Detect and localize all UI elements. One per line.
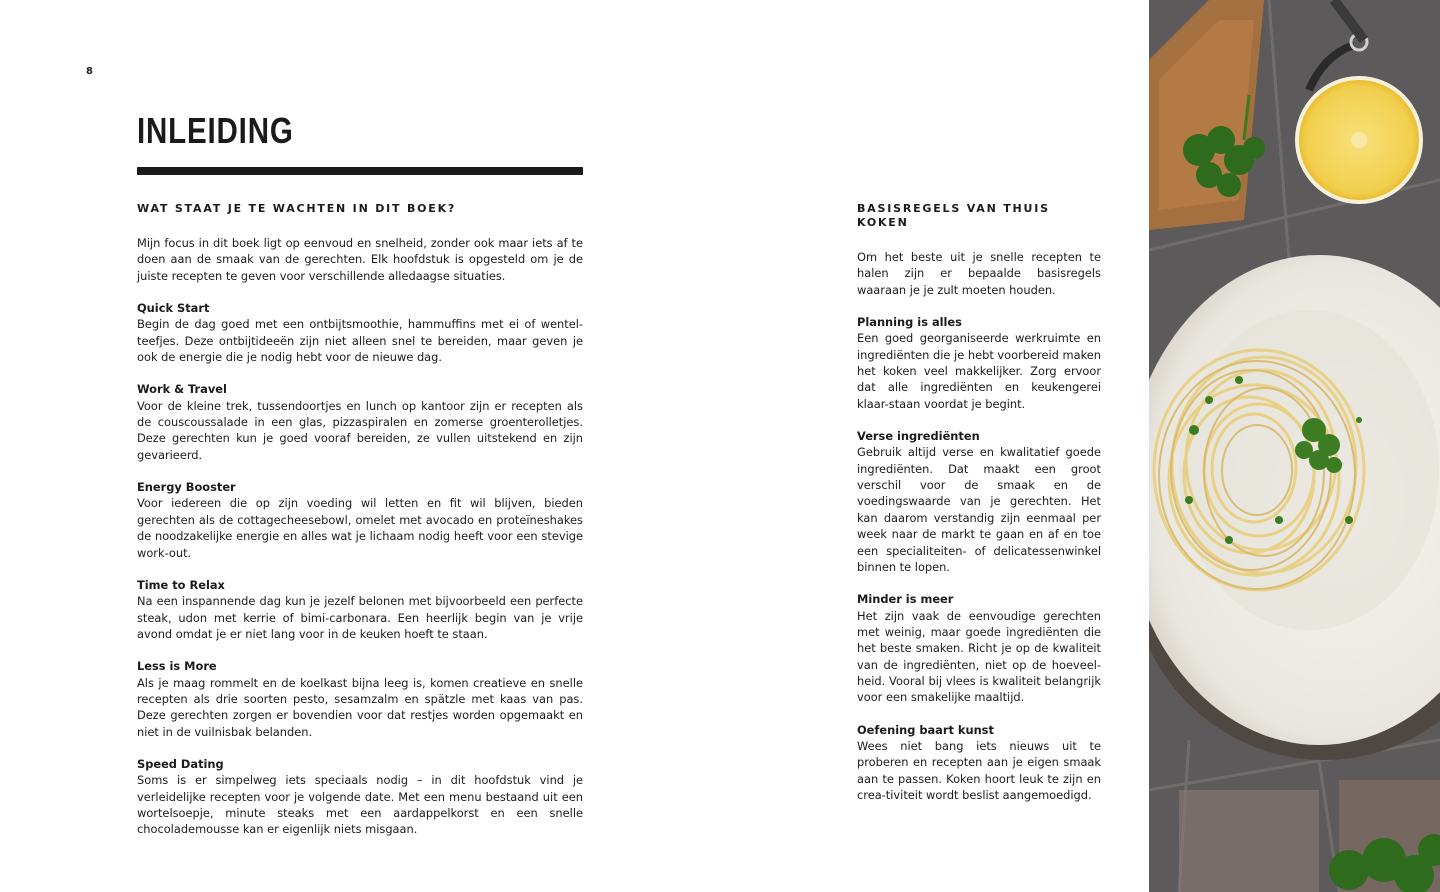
section-title: Speed Dating <box>137 756 224 771</box>
pasta-dish-illustration <box>1149 0 1440 892</box>
section-energy-booster <box>137 479 583 561</box>
section-time-to-relax <box>137 577 583 642</box>
section-body: Een goed georganiseerde werkruimte en ingrediënten die je hebt voorbereid maken het koken veel makkelijker. Zorg ervoor dat alle ingrediënten en keukengerei klaar-staan voordat je begint. <box>857 331 1101 411</box>
section-planning <box>857 314 1101 412</box>
section-less-is-more <box>137 658 583 740</box>
pasta-dish-photo <box>1149 0 1440 892</box>
left-column <box>137 202 583 854</box>
section-body: Het zijn vaak de eenvoudige gerechten met weinig, maar goede ingrediënten die het beste smaken. Richt je op de kwaliteit van de ingrediënten, niet op de hoeveel-heid. Vooral bij vlees is kwaliteit belangrijk voor een smakelijke maaltijd. <box>857 608 1101 705</box>
section-title: Energy Booster <box>137 480 236 495</box>
section-body: Gebruik altijd verse en kwalitatief goede ingrediënten. Dat maakt een groot verschil voor de smaak en de voedingswaarde van je gerechten. Het kan daarom verstandig zijn eenmaal per week naar de markt te gaan en af en toe een specialiteiten- of delicatessenwinkel binnen te lopen. <box>857 445 1101 574</box>
section-speed-dating <box>137 756 583 838</box>
section-body: Voor iedereen die op zijn voeding wil letten en fit wil blijven, bieden gerechten als de cottagecheesebowl, omelet met avocado en proteïneshakes de noodzakelijke energie en alles wat je lichaam nodig heeft voor een stevige work-out. <box>137 496 583 560</box>
section-oefening <box>857 722 1101 804</box>
right-column-heading: BASISREGELS VAN THUIS KOKEN <box>857 202 1050 229</box>
section-title: Minder is meer <box>857 592 954 607</box>
section-title: Oefening baart kunst <box>857 722 994 737</box>
page-number: 8 <box>86 66 93 77</box>
section-body: Als je maag rommelt en de koelkast bijna leeg is, komen creatieve en snelle recepten als drie soorten pesto, sesamzalm en spätzle met kaas van pas. Deze gerechten zorgen er bovendien voor dat restjes worden opgemaakt en niet in de vuilnisbak belanden. <box>137 675 583 739</box>
section-title: Work & Travel <box>137 382 227 397</box>
left-intro-paragraph: Mijn focus in dit boek ligt op eenvoud en snelheid, zonder ook maar iets af te doen aan de smaak van de gerechten. Elk hoofdstuk is opgesteld om je de juiste recepten te geven voor verschillende alledaagse situaties. <box>137 236 583 283</box>
section-work-travel <box>137 381 583 463</box>
section-body: Begin de dag goed met een ontbijtsmoothie, hammuffins met ei of wentel-teefjes. Deze ontbijtideeën zijn niet alleen snel te bereiden, maar geven je ook de energie die je nodig hebt voor de nieuwe dag. <box>137 317 583 365</box>
section-title: Planning is alles <box>857 315 962 330</box>
section-title: Verse ingrediënten <box>857 429 980 444</box>
title-underline-bar <box>137 167 583 175</box>
section-title: Quick Start <box>137 301 210 316</box>
section-quick-start <box>137 300 583 365</box>
section-title: Less is More <box>137 659 217 674</box>
section-title: Time to Relax <box>137 577 225 592</box>
right-intro-paragraph: Om het beste uit je snelle recepten te halen zijn er bepaalde basisregels waaraan je je zult moeten houden. <box>857 250 1101 297</box>
left-column-heading: WAT STAAT JE TE WACHTEN IN DIT BOEK? <box>137 202 457 215</box>
page-title: INLEIDING <box>137 110 294 151</box>
section-verse-ingredienten <box>857 428 1101 575</box>
section-body: Soms is er simpelweg iets speciaals nodig – in dit hoofdstuk vind je verleidelijke recepten voor je volgende date. Met een menu bestaand uit een wortelsoepje, minute steaks met een aardappelkorst en een snelle chocolademousse kan er eigenlijk niets misgaan. <box>137 773 583 837</box>
section-body: Voor de kleine trek, tussendoortjes en lunch op kantoor zijn er recepten als de couscoussalade in een glas, pizzaspiralen en zomerse groenterolletjes. Deze gerechten kun je goed vooraf bereiden, ze vullen uitstekend en zijn gevarieerd. <box>137 398 583 462</box>
section-body: Wees niet bang iets nieuws uit te proberen en recepten aan je eigen smaak aan te passen. Koken hoort leuk te zijn en crea-tiviteit wordt beslist aangemoedigd. <box>857 738 1101 802</box>
section-minder-is-meer <box>857 591 1101 705</box>
right-column <box>857 202 1101 819</box>
section-body: Na een inspannende dag kun je jezelf belonen met bijvoorbeeld een perfecte steak, udon met kerrie of bimi-carbonara. Een heerlijk begin van je vrije avond omdat je er niet lang voor in de keuken hoeft te staan. <box>137 594 583 641</box>
